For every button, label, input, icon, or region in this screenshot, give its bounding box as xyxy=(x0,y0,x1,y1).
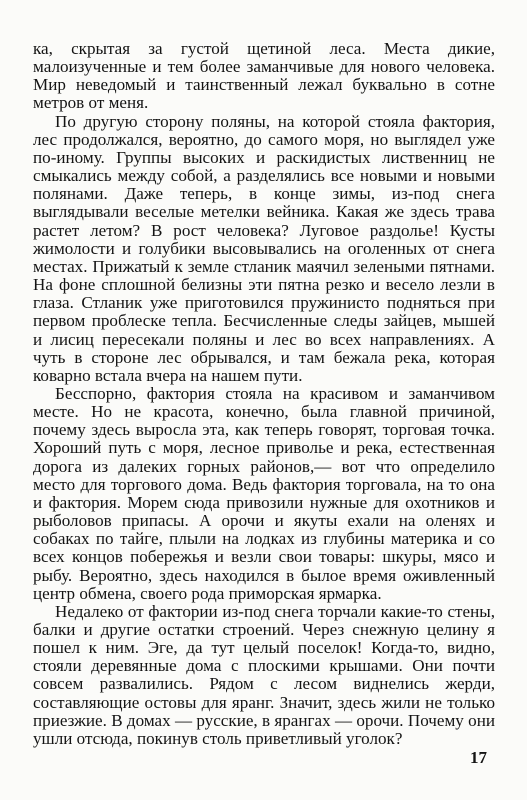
paragraph: По другую сторону поляны, на которой стояла фактория, лес продолжался, вероятно, до самого моря, но выглядел уже по-иному. Группы высоких и раскидистых лиственниц не смыкались между собой, а разделялись все новыми и новыми полянами. Даже теперь, в конце зимы, из-под снега выглядывали веселые метелки вейника. Какая же здесь трава растет летом? В рост человека? Луговое раздолье! Кусты жимолости и голубики высовывались на оголенных от снега местах. Прижатый к земле стланик маячил зелеными пятнами. На фоне сплошной белизны эти пятна резко и весело лезли в глаза. Стланик уже приготовился пружинисто подняться при первом проблеске тепла. Бесчисленные следы зайцев, мышей и лисиц пересекали поляны и лес во всех направлениях. А чуть в стороне лес обрывался, и там бежала река, которая коварно встала вчера на нашем пути. xyxy=(33,111,495,385)
page-number: 17 xyxy=(470,748,487,767)
paragraph: Бесспорно, фактория стояла на красивом и заманчивом месте. Но не красота, конечно, была главной причиной, почему здесь выросла эта, как теперь говорят, торговая точка. Хороший путь с моря, лесное приволье и река, естественная дорога из далеких горных районов,— вот что определило место для торгового дома. Ведь фактория торговала, на то она и фактория. Морем сюда привозили нужные для охотников и рыболовов припасы. А орочи и якуты ехали на оленях и собаках по тайге, плыли на лодках из глубины материка и со всех концов побережья и везли свои товары: шкуры, мясо и рыбу. Вероятно, здесь находился в былое время оживленный центр обмена, своего рода приморская ярмарка. xyxy=(33,383,495,603)
paragraph: Недалеко от фактории из-под снега торчали какие-то стены, балки и другие остатки строений. Через снежную целину я пошел к ним. Эге, да тут целый поселок! Когда-то, видно, стояли деревянные дома с плоскими крышами. Они почти совсем развалились. Рядом с лесом виднелись жерди, составляющие остовы для яранг. Значит, здесь жили не только приезжие. В домах — русские, в ярангах — орочи. Почему они ушли отсюда, покинув столь приветливый уголок? xyxy=(33,601,495,748)
body-text xyxy=(33,40,495,748)
paragraph-continued: ка, скрытая за густой щетиной леса. Места дикие, малоизученные и тем более заманчивые для нового человека. Мир неведомый и таинственный лежал буквально в сотне метров от меня. xyxy=(33,39,495,113)
